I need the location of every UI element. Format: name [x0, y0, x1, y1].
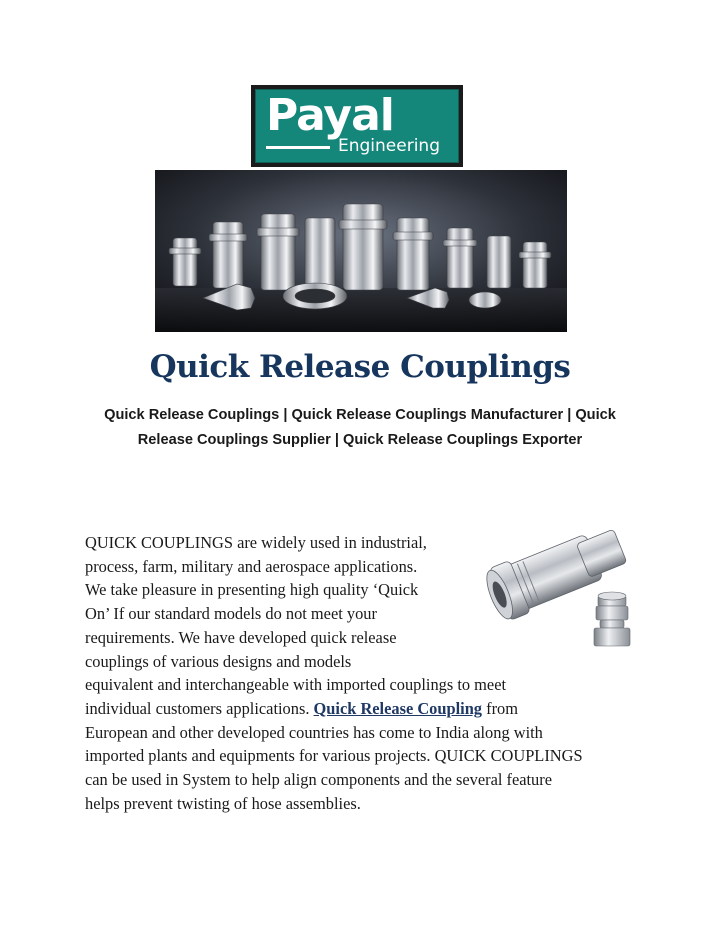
- body-line: process, farm, military and aerospace applications.: [85, 556, 418, 576]
- body-line: On’ If our standard models do not meet your: [85, 604, 377, 624]
- body-line-with-link: [85, 697, 645, 721]
- logo-tagline: Engineering: [338, 136, 440, 156]
- payal-engineering-logo: [251, 85, 463, 167]
- body-text-segment: from: [482, 698, 518, 718]
- body-line: helps prevent twisting of hose assemblies.: [85, 793, 361, 813]
- body-line: can be used in System to help align components and the several feature: [85, 770, 552, 790]
- logo-panel: [255, 89, 459, 163]
- logo-brand: Payal: [266, 90, 394, 141]
- body-text-segment: individual customers applications.: [85, 698, 314, 718]
- subtitle-line-1: Quick Release Couplings | Quick Release Couplings Manufacturer | Quick: [104, 407, 616, 423]
- body-line: couplings of various designs and models: [85, 651, 352, 671]
- body-paragraph: [85, 531, 645, 815]
- keyword-subtitle: [80, 403, 640, 453]
- body-line: European and other developed countries has come to India along with: [85, 722, 543, 742]
- body-line: We take pleasure in presenting high quality ‘Quick: [85, 580, 419, 600]
- coupling-collection-photo: [155, 170, 567, 332]
- logo-underline: [266, 146, 330, 149]
- quick-release-coupling-link[interactable]: Quick Release Coupling: [313, 698, 483, 718]
- body-line: imported plants and equipments for various projects. QUICK COUPLINGS: [85, 746, 583, 766]
- body-line: QUICK COUPLINGS are widely used in industrial,: [85, 533, 427, 552]
- subtitle-line-2: Release Couplings Supplier | Quick Release Couplings Exporter: [137, 432, 583, 448]
- body-line: requirements. We have developed quick release: [85, 627, 397, 647]
- page-title: Quick Release Couplings: [149, 349, 571, 385]
- body-line: equivalent and interchangeable with imported couplings to meet: [85, 675, 507, 695]
